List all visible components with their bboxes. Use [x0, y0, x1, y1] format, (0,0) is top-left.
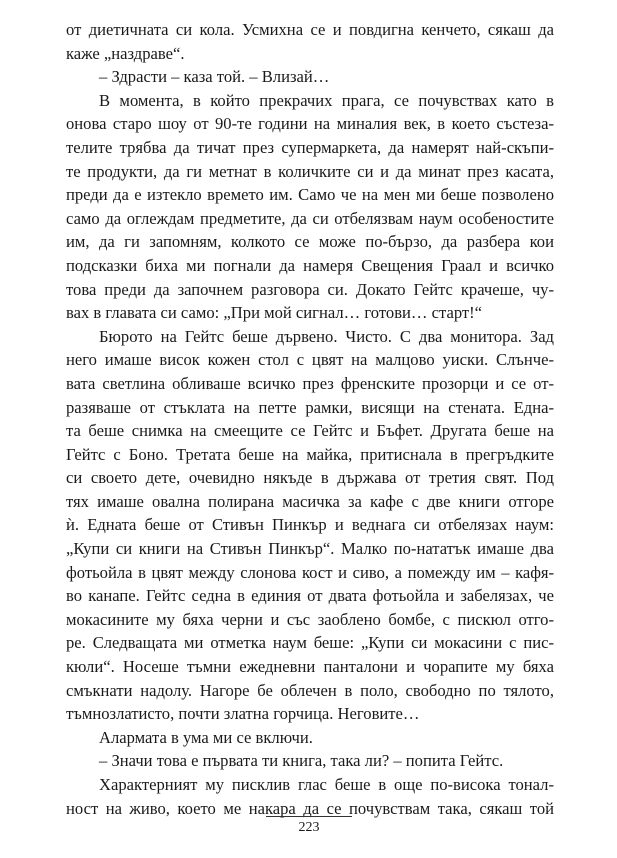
text-line: онова старо шоу от 90-те години на миналия век, в което състеза- — [66, 114, 554, 134]
text-line: Бюрото на Гейтс беше дървено. Чисто. С два монитора. Зад — [99, 326, 554, 346]
text-line: него имаше висок кожен стол с цвят на малцово уиски. Слънче- — [66, 350, 554, 370]
text-line: – Здрасти – каза той. – Влизай… — [99, 67, 330, 87]
text-line: „Купи си книги на Стивън Пинкър“. Малко по-нататък имаше два — [66, 539, 554, 559]
text-line: та беше снимка на смеещите се Гейтс и Бъфет. Другата беше на — [66, 421, 554, 441]
text-line: – Значи това е първата ти книга, така ли? – попита Гейтс. — [99, 751, 504, 771]
text-line: подсказки биха ми погнали да намеря Свещения Граал и всичко — [66, 255, 554, 275]
text-line: В момента, в който прекрачих прага, се почувствах като в — [99, 90, 554, 110]
text-line: това преди да започнем разговора си. Докато Гейтс крачеше, чу- — [66, 279, 554, 299]
text-line: ѝ. Едната беше от Стивън Пинкър и веднага си отбелязах наум: — [66, 515, 554, 535]
text-line: Гейтс с Боно. Третата беше на майка, притиснала в прегръдките — [66, 444, 554, 464]
text-line: кюли“. Носеше тъмни ежедневни панталони и чорапите му бяха — [66, 657, 554, 677]
text-line: им, да ги запомням, колкото се може по-бързо, да разбера кои — [66, 232, 554, 252]
text-line: фотьойла в цвят между слонова кост и сиво, а помежду им – кафя- — [66, 562, 554, 582]
text-line: вах в главата си само: „При мой сигнал… готови… старт!“ — [66, 303, 483, 323]
text-line: преди да е изтекло времето им. Само че на мен ми беше позволено — [66, 185, 554, 205]
text-line: ре. Следващата ми отметка наум беше: „Купи си мокасини с пис- — [66, 633, 554, 653]
text-line: смъкнати надолу. Нагоре бе облечен в поло, свободно по тялото, — [66, 680, 554, 700]
text-line: вата светлина обливаше всичко през френските прозорци и се от- — [66, 373, 554, 393]
text-line: тях имаше овална полирана масичка за кафе с две книги отгоре — [66, 491, 554, 511]
text-line: само да оглеждам предметите, да си отбелязвам наум особеностите — [66, 208, 554, 228]
text-line: Алармата в ума ми се включи. — [99, 727, 313, 747]
text-line: тъмнозлатисто, почти златна горчица. Неговите… — [66, 704, 420, 724]
text-line: ност на живо, което ме накара да се почувствам така, сякаш той — [66, 798, 554, 818]
text-line: во канапе. Гейтс седна в единия от двата фотьойла и забелязах, че — [66, 586, 554, 606]
text-line: телите трябва да тичат през супермаркета, да намерят най-скъпи- — [66, 137, 554, 157]
text-line: разяваше от стъклата на петте рамки, висящи на стената. Една- — [66, 397, 554, 417]
text-line: те продукти, да ги метнат в количките си и да минат през касата, — [66, 161, 554, 181]
text-line: мокасините му бяха черни и със заоблено бомбе, с пискюл отго- — [66, 609, 554, 629]
text-line: каже „наздраве“. — [66, 43, 185, 63]
page-number: 223 — [298, 820, 320, 835]
text-line: Характерният му писклив глас беше в още по-висока тонал- — [99, 775, 554, 794]
text-line: си своето дете, очевидно някъде в държава от третия свят. Под — [66, 468, 554, 488]
text-line: от диетичната си кола. Усмихна се и повдигна кенчето, сякаш да — [66, 20, 554, 39]
footer-divider — [266, 816, 352, 817]
body-text — [66, 18, 554, 820]
